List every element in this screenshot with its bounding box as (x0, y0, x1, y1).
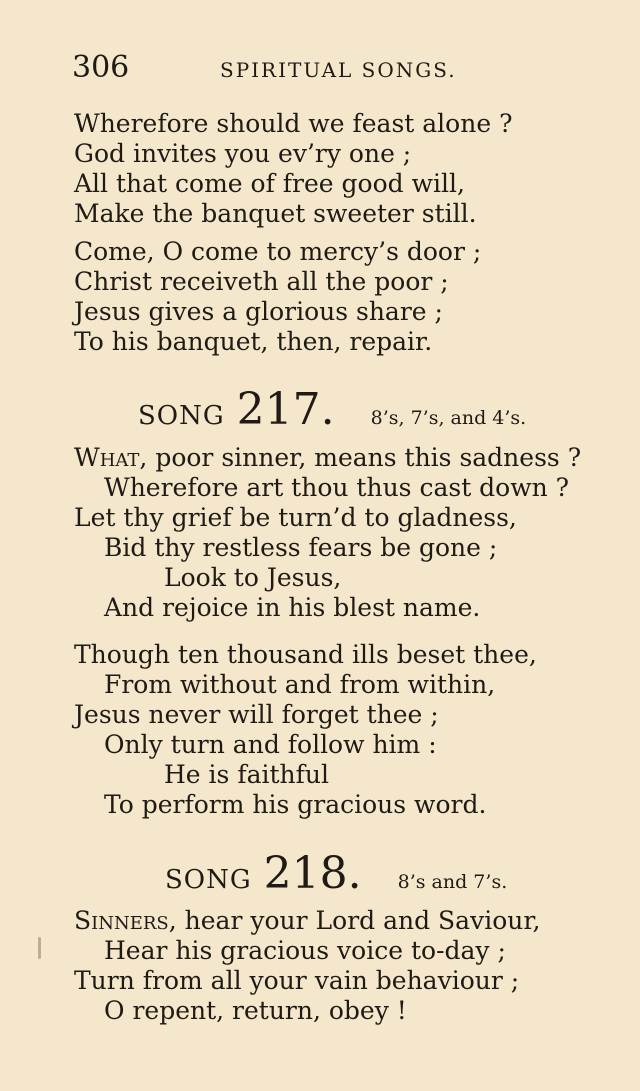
verse-line: To his banquet, then, repair. (74, 327, 433, 356)
verse-line: Though ten thousand ills beset thee, (74, 640, 537, 669)
verse-line: Let thy grief be turn’d to gladness, (74, 503, 517, 532)
song-218-heading (165, 848, 507, 898)
verse-line: Turn from all your vain behaviour ; (74, 966, 520, 995)
verse-line: Wherefore art thou thus cast down ? (104, 473, 570, 502)
verse-line: All that come of free good will, (74, 169, 465, 198)
song-217-stanza-2 (74, 640, 537, 820)
verse-line: Jesus never will forget thee ; (74, 700, 439, 729)
prev-song-stanza-1 (74, 109, 512, 229)
song-meter: 8’s, 7’s, and 4’s. (370, 407, 527, 429)
verse-line: And rejoice in his blest name. (104, 593, 481, 622)
song-number: 217. (236, 384, 335, 435)
song-217-stanza-1 (74, 443, 581, 623)
verse-line: Come, O come to mercy’s door ; (74, 237, 482, 266)
song-label: SONG (165, 865, 252, 895)
ink-mark (38, 937, 41, 959)
first-word: What, (74, 443, 148, 472)
first-word: Sinners, (74, 906, 177, 935)
song-number: 218. (263, 848, 362, 899)
verse-line: Wherefore should we feast alone ? (74, 109, 513, 138)
song-meter: 8’s and 7’s. (397, 871, 508, 893)
verse-line: He is faithful (164, 760, 329, 789)
verse-line: Hear his gracious voice to-day ; (104, 936, 506, 965)
verse-line: Bid thy restless fears be gone ; (104, 533, 498, 562)
verse-line: To perform his gracious word. (104, 790, 487, 819)
page-header (72, 50, 600, 90)
verse-line-first (74, 443, 581, 473)
verse-line: Look to Jesus, (164, 563, 342, 592)
verse-line: Only turn and follow him : (104, 730, 437, 759)
first-line-rest: hear your Lord and Saviour, (176, 906, 541, 935)
verse-line: Christ receiveth all the poor ; (74, 267, 449, 296)
running-title: SPIRITUAL SONGS. (220, 58, 457, 82)
song-217-heading (138, 384, 526, 434)
first-line-rest: poor sinner, means this sadness ? (147, 443, 582, 472)
verse-line: Jesus gives a glorious share ; (74, 297, 443, 326)
page-number: 306 (72, 50, 130, 85)
song-218-stanza-1 (74, 906, 541, 1026)
verse-line: God invites you ev’ry one ; (74, 139, 412, 168)
verse-line: From without and from within, (104, 670, 496, 699)
verse-line-first (74, 906, 541, 936)
prev-song-stanza-2 (74, 237, 481, 357)
song-label: SONG (138, 401, 225, 431)
verse-line: Make the banquet sweeter still. (74, 199, 477, 228)
verse-line: O repent, return, obey ! (104, 996, 407, 1025)
